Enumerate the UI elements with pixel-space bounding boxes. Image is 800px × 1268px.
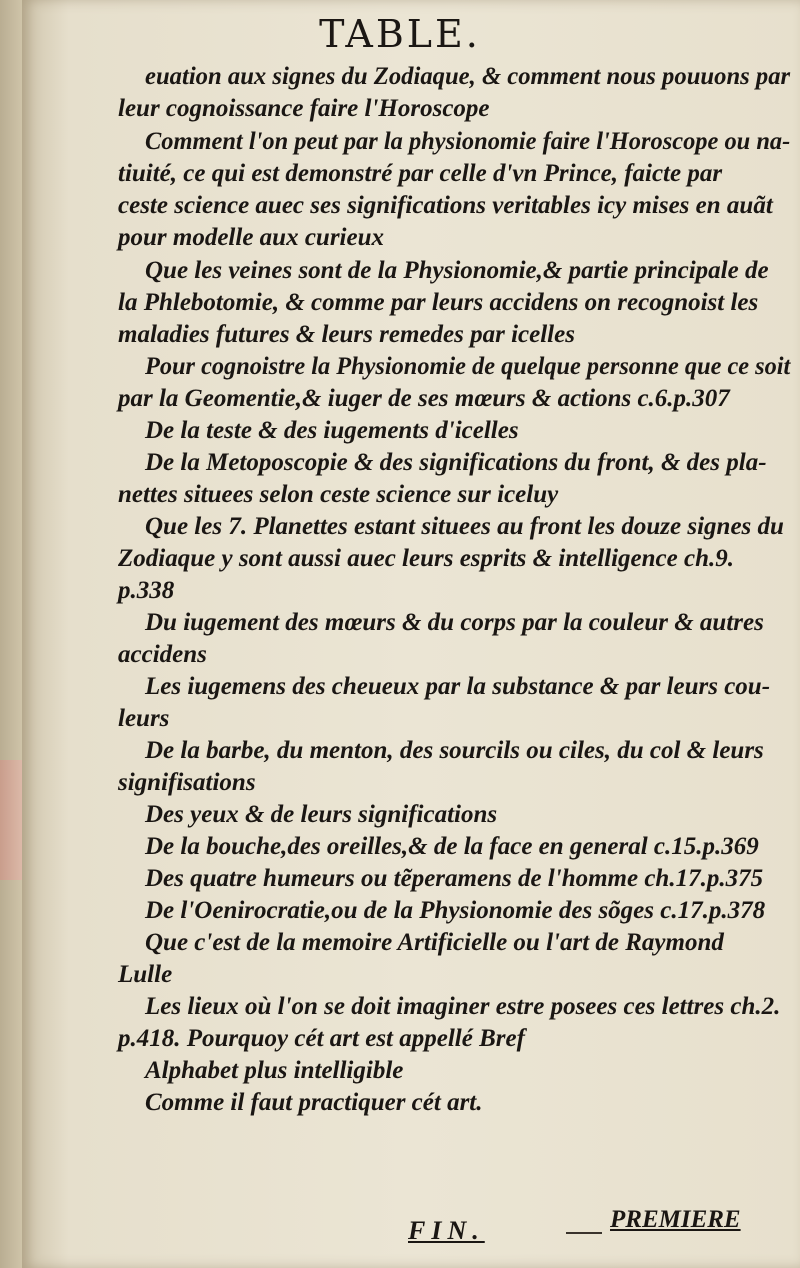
entry-line: par la Geomentie,& iuger de ses mœurs & actions c.6.p.307: [118, 385, 730, 412]
entry-line: nettes situees selon ceste science sur iceluy: [118, 481, 559, 508]
entry-line: leur cognoissance faire l'Horoscope: [118, 95, 490, 122]
entry-line: Que les 7. Planettes estant situees au front les douze signes du: [145, 513, 784, 540]
fin-mark: FIN.: [408, 1216, 485, 1245]
entry-line: signifisations: [118, 769, 256, 796]
page-title: TABLE.: [319, 12, 481, 56]
entry-line: la Phlebotomie, & comme par leurs accidens on recognoist les: [118, 289, 759, 316]
entry-line: Que c'est de la memoire Artificielle ou l'art de Raymond: [145, 929, 724, 956]
entry-line: Que les veines sont de la Physionomie,& partie principale de: [145, 257, 769, 284]
entry-line: Du iugement des mœurs & du corps par la couleur & autres: [145, 609, 764, 636]
entry-line: Les iugemens des cheueux par la substance & par leurs cou-: [145, 673, 771, 700]
entry-line: Pour cognoistre la Physionomie de quelque personne que ce soit: [145, 353, 791, 380]
entry-line: De la bouche,des oreilles,& de la face en general c.15.p.369: [145, 833, 759, 860]
entry-line: maladies futures & leurs remedes par icelles: [118, 321, 575, 348]
entry-line: Des quatre humeurs ou tẽperamens de l'homme ch.17.p.375: [145, 865, 764, 892]
entry-line: De la Metoposcopie & des significations du front, & des pla-: [145, 449, 767, 476]
entry-line: Alphabet plus intelligible: [145, 1057, 404, 1084]
entry-line: De l'Oenirocratie,ou de la Physionomie des sõges c.17.p.378: [145, 897, 766, 924]
entry-line: De la barbe, du menton, des sourcils ou ciles, du col & leurs: [145, 737, 764, 764]
entry-line: p.338: [118, 577, 175, 604]
entry-line: Zodiaque y sont aussi auec leurs esprits & intelligence ch.9.: [118, 545, 734, 572]
entry-line: tiuité, ce qui est demonstré par celle d'vn Prince, faicte par: [118, 160, 723, 187]
entry-line: pour modelle aux curieux: [118, 224, 384, 251]
entry-line: De la teste & des iugements d'icelles: [145, 417, 519, 444]
footer-rule: [566, 1232, 602, 1234]
entry-line: p.418. Pourquoy cét art est appellé Bref: [118, 1025, 525, 1052]
entry-line: euation aux signes du Zodiaque, & comment nous pouuons par: [145, 63, 791, 90]
entry-line: Comme il faut practiquer cét art.: [145, 1089, 483, 1116]
entry-line: accidens: [118, 641, 207, 668]
entry-line: Des yeux & de leurs significations: [145, 801, 498, 828]
entry-line: Lulle: [118, 961, 173, 988]
page-gutter: [0, 0, 22, 1268]
page-gutter-stain: [0, 760, 22, 880]
catchword: PREMIERE: [610, 1206, 741, 1233]
entry-line: Comment l'on peut par la physionomie faire l'Horoscope ou na-: [145, 128, 791, 155]
entry-line: leurs: [118, 705, 170, 732]
entry-line: ceste science auec ses significations veritables icy mises en auãt: [118, 192, 773, 219]
entry-line: Les lieux où l'on se doit imaginer estre posees ces lettres ch.2.: [145, 993, 781, 1020]
